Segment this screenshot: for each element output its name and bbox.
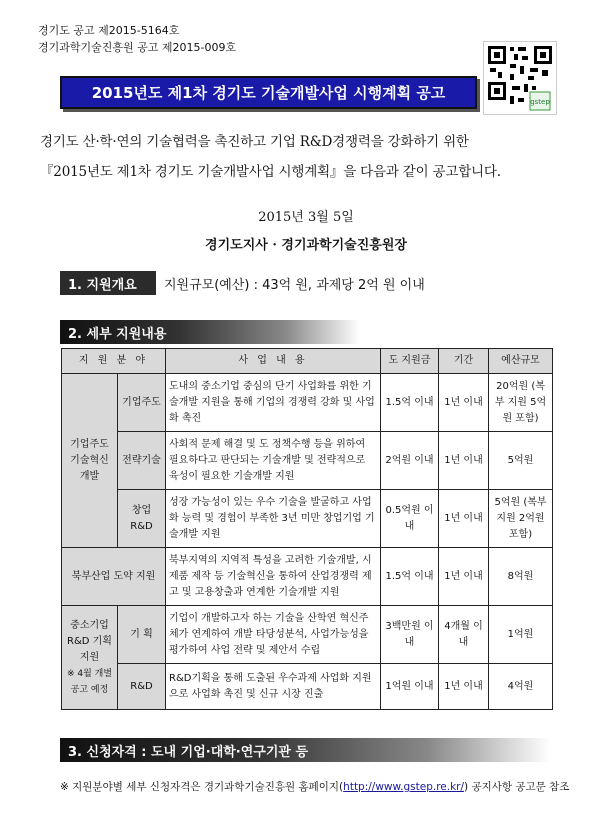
intro-line-2: 『2015년도 제1차 경기도 기술개발사업 시행계획』을 다음과 같이 공고합니다. — [40, 164, 501, 180]
content-cell: 기업이 개발하고자 하는 기술을 산학연 혁신주체가 연계하여 개발 타당성분석, 사업가능성을 평가하여 사업 전략 및 제안서 수립 — [166, 606, 381, 664]
gstep-homepage-link[interactable]: http://www.gstep.re.kr/ — [343, 781, 465, 793]
table-row — [62, 664, 553, 710]
header-grant: 도 지원금 — [381, 349, 439, 374]
intro-line-1: 경기도 산·학·연의 기술협력을 촉진하고 기업 R&D경쟁력을 강화하기 위한 — [40, 134, 469, 150]
budget-cell: 5억원 — [489, 432, 553, 490]
qr-code-icon — [484, 42, 556, 114]
group-cell: 북부산업 도약 지원 — [62, 548, 166, 606]
content-cell: 북부지역의 지역적 특성을 고려한 기술개발, 시제품 제작 등 기술혁신을 통하여 산업경쟁력 제고 및 고용창출과 연계한 기술개발 지원 — [166, 548, 381, 606]
sub-field-cell: 기 획 — [118, 606, 166, 664]
table-row — [62, 606, 553, 664]
section-2-heading: 2. 세부 지원내용 — [60, 320, 360, 344]
table-row — [62, 374, 553, 432]
section-1-heading: 1. 지원개요 — [60, 271, 156, 295]
sub-field-cell: 창업R&D — [118, 490, 166, 548]
footnote-prefix: ※ 지원분야별 세부 신청자격은 경기과학기술진흥원 홈페이지( — [60, 781, 344, 793]
header-period: 기간 — [439, 349, 489, 374]
section-3-heading: 3. 신청자격 : 도내 기업·대학·연구기관 등 — [60, 738, 550, 762]
period-cell: 1년 이내 — [439, 490, 489, 548]
budget-cell: 1억원 — [489, 606, 553, 664]
table-row — [62, 548, 553, 606]
sub-field-cell: 전략기술 — [118, 432, 166, 490]
period-cell: 1년 이내 — [439, 548, 489, 606]
content-cell: 사회적 문제 해결 및 도 정책수행 등을 위하여 필요하다고 판단되는 기술개발 및 전략적으로 육성이 필요한 기술개발 지원 — [166, 432, 381, 490]
table-row — [62, 490, 553, 548]
qr-code[interactable] — [483, 41, 557, 115]
table-header-row — [62, 349, 553, 374]
announcement-date: 2015년 3월 5일 — [258, 210, 354, 225]
period-cell: 4개월 이내 — [439, 606, 489, 664]
group-note: ※ 4월 개별 공고 예정 — [66, 668, 113, 695]
content-cell: 도내의 중소기업 중심의 단기 사업화를 위한 기술개발 지원을 통해 기업의 경쟁력 강화 및 사업화 촉진 — [166, 374, 381, 432]
section-1-support-scale: 지원규모(예산) : 43억 원, 과제당 2억 원 이내 — [164, 278, 425, 293]
sub-field-cell: 기업주도 — [118, 374, 166, 432]
table-row — [62, 432, 553, 490]
issuer: 경기도지사 · 경기과학기술진흥원장 — [205, 238, 407, 253]
notice-number-gyeonggi: 경기도 공고 제2015-5164호 — [38, 24, 180, 37]
grant-cell: 0.5억원 이내 — [381, 490, 439, 548]
grant-cell: 1.5억 이내 — [381, 548, 439, 606]
period-cell: 1년 이내 — [439, 664, 489, 710]
budget-cell: 5억원 (복부 지원 2억원 포함) — [489, 490, 553, 548]
support-details-table — [61, 348, 553, 710]
header-program-content: 사 업 내 용 — [166, 349, 381, 374]
footnote — [60, 779, 569, 794]
grant-cell: 1.5억 이내 — [381, 374, 439, 432]
group-label: 중소기업 R&D 기획 지원 — [67, 619, 112, 663]
budget-cell: 4억원 — [489, 664, 553, 710]
budget-cell: 8억원 — [489, 548, 553, 606]
footnote-suffix: ) 공지사항 공고문 참조 — [464, 781, 570, 793]
notice-number-gstep: 경기과학기술진흥원 공고 제2015-009호 — [38, 41, 237, 54]
announcement-title-banner: 2015년도 제1차 경기도 기술개발사업 시행계획 공고 — [60, 76, 477, 109]
header-support-field: 지 원 분 야 — [62, 349, 166, 374]
budget-cell: 20억원 (복부 지원 5억원 포함) — [489, 374, 553, 432]
content-cell: 성장 가능성이 있는 우수 기술을 발굴하고 사업화 능력 및 경험이 부족한 3년 미만 창업기업 기술개발 지원 — [166, 490, 381, 548]
period-cell: 1년 이내 — [439, 432, 489, 490]
grant-cell: 3백만원 이내 — [381, 606, 439, 664]
group-cell: 기업주도 기술혁신 개발 — [62, 374, 118, 548]
header-budget: 예산규모 — [489, 349, 553, 374]
group-cell — [62, 606, 118, 710]
gstep-logo: gstep — [530, 98, 550, 106]
grant-cell: 2억원 이내 — [381, 432, 439, 490]
content-cell: R&D기획을 통해 도출된 우수과제 사업화 지원으로 사업화 촉진 및 신규 시장 진출 — [166, 664, 381, 710]
sub-field-cell: R&D — [118, 664, 166, 710]
grant-cell: 1억원 이내 — [381, 664, 439, 710]
period-cell: 1년 이내 — [439, 374, 489, 432]
